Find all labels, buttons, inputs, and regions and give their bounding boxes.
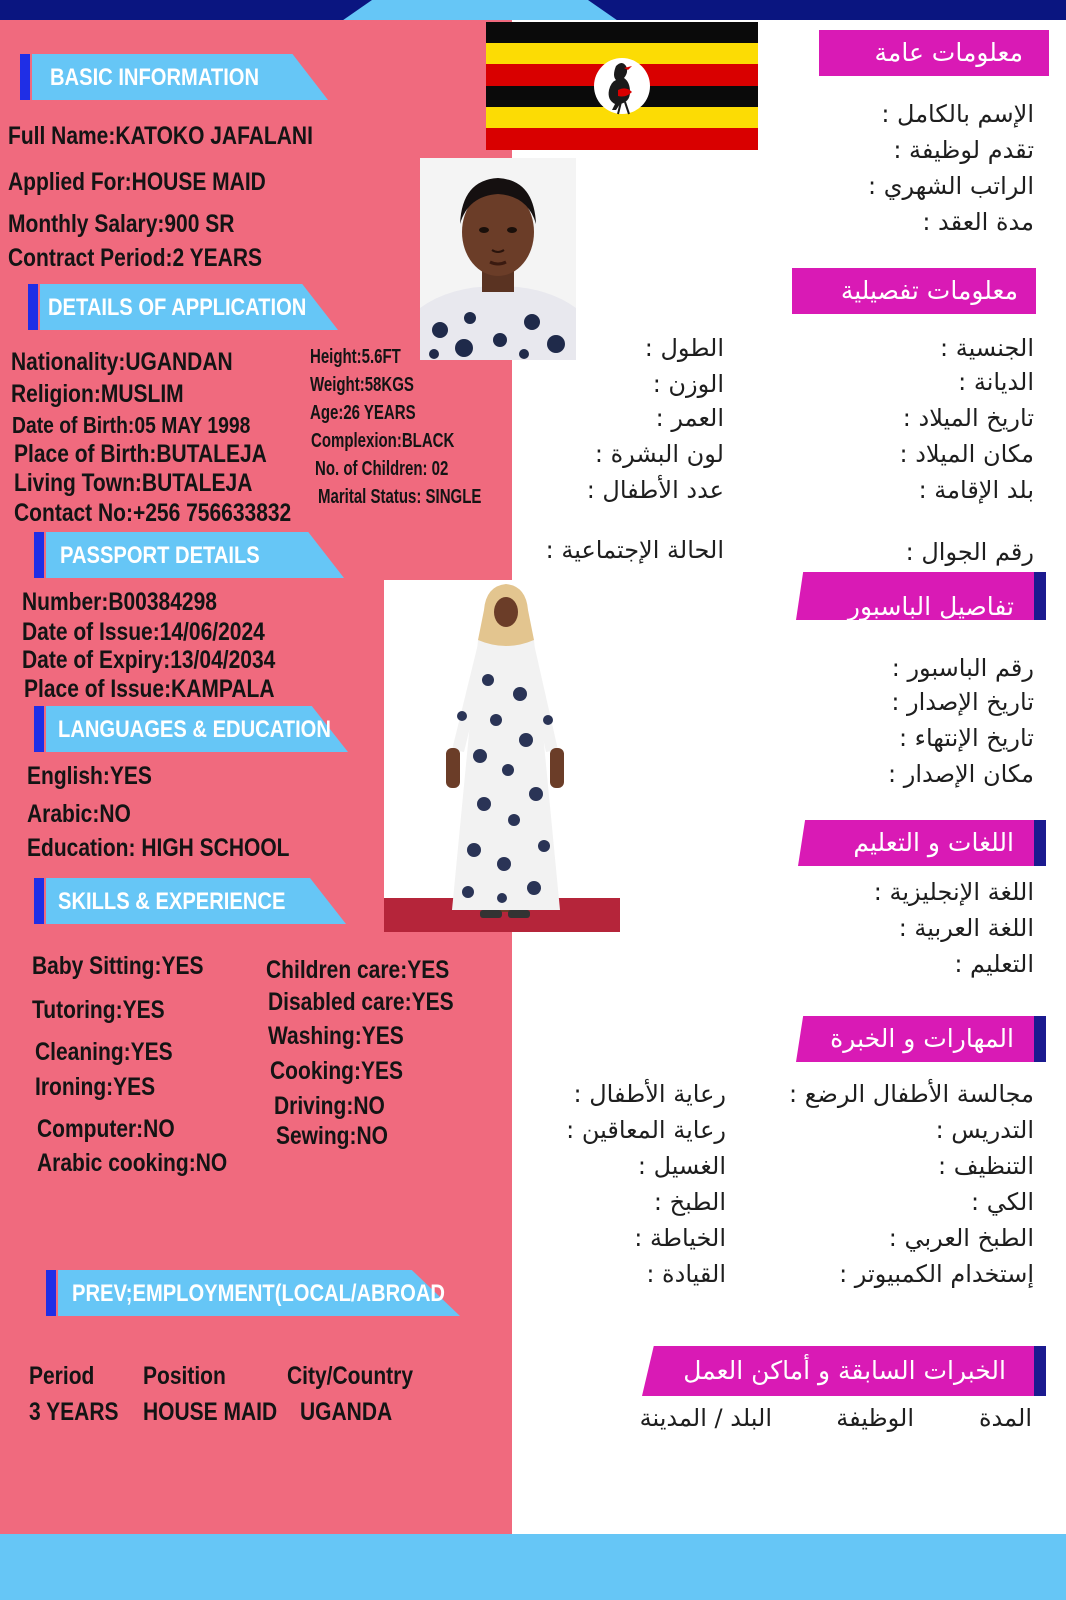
ar-experience-banner [642,1346,1046,1396]
ar-driving: القيادة : [646,1260,726,1288]
skill-sewing: Sewing:NO [276,1122,389,1150]
ar-english: اللغة الإنجليزية : [873,878,1034,906]
ar-place-of-issue: مكان الإصدار : [888,760,1034,788]
employment-header-position: Position [143,1362,226,1390]
ar-computer: إستخدام الكمبيوتر : [839,1260,1034,1288]
ar-passport-banner [796,572,1046,620]
ar-date-of-expiry: تاريخ الإنتهاء : [898,724,1034,752]
ar-header-period: المدة [978,1404,1032,1432]
skills-title: SKILLS & EXPERIENCE [58,888,286,915]
no-of-children: No. of Children: 02 [315,458,449,480]
skills-banner [34,878,346,924]
ar-languages-banner [798,820,1046,866]
english-level: English:YES [27,762,152,790]
basic-info-title: BASIC INFORMATION [50,64,260,91]
skill-ironing: Ironing:YES [35,1073,156,1101]
uganda-flag [486,22,758,150]
arabic-level: Arabic:NO [27,800,131,828]
ar-nationality: الجنسية : [940,334,1034,362]
nationality: Nationality:UGANDAN [11,348,233,376]
ar-washing: الغسيل : [637,1152,726,1180]
skill-children-care: Children care:YES [266,956,450,984]
ar-marital: الحالة الإجتماعية : [545,536,724,564]
details-title: DETAILS OF APPLICATION [48,294,307,321]
ar-date-of-issue: تاريخ الإصدار : [891,688,1034,716]
date-of-issue: Date of Issue:14/06/2024 [22,618,265,646]
age: Age:26 YEARS [310,402,416,424]
ar-dob: تاريخ الميلاد : [902,404,1034,432]
ar-contract: مدة العقد : [922,208,1034,236]
ar-arabic-cooking: الطبخ العربي : [888,1224,1034,1252]
skill-cooking: Cooking:YES [270,1057,404,1085]
languages-banner [34,706,348,752]
ar-pob: مكان الميلاد : [899,440,1034,468]
ar-sewing: الخياطة : [634,1224,726,1252]
ar-arabic: اللغة العربية : [898,914,1034,942]
date-of-birth: Date of Birth:05 MAY 1998 [12,412,251,438]
marital-status: Marital Status: SINGLE [318,486,482,508]
ar-salary: الراتب الشهري : [868,172,1034,200]
ar-ironing: الكي : [971,1188,1034,1216]
monthly-salary: Monthly Salary:900 SR [8,210,235,238]
employment-position: HOUSE MAID [143,1398,278,1426]
weight: Weight:58KGS [310,374,414,396]
passport-number: Number:B00384298 [22,588,217,616]
ar-religion: الديانة : [958,368,1034,396]
ar-education: التعليم : [954,950,1034,978]
basic-info-banner [20,54,328,100]
skill-baby-sitting: Baby Sitting:YES [32,952,204,980]
employment-title: PREV;EMPLOYMENT(LOCAL/ABROAD [72,1280,445,1307]
languages-title: LANGUAGES & EDUCATION [58,716,331,743]
ar-residence: بلد الإقامة : [918,476,1034,504]
ar-height: الطول : [644,334,724,362]
ar-baby-sitting: مجالسة الأطفال الرضع : [789,1080,1034,1108]
skill-computer: Computer:NO [37,1115,175,1143]
contract-period: Contract Period:2 YEARS [8,244,263,272]
ar-weight: الوزن : [652,370,724,398]
ar-children-care: رعاية الأطفال : [573,1080,726,1108]
ar-tutoring: التدريس : [935,1116,1034,1144]
ar-cooking: الطبخ : [653,1188,726,1216]
skill-cleaning: Cleaning:YES [35,1038,173,1066]
complexion: Complexion:BLACK [311,430,455,452]
ar-mobile: رقم الجوال : [905,538,1034,566]
passport-banner [34,532,344,578]
ar-passport-title: تفاصيل الباسبور [847,592,1014,620]
employment-period: 3 YEARS [29,1398,119,1426]
bottom-bar [0,1534,1066,1600]
ar-cleaning: التنظيف : [938,1152,1034,1180]
ar-children: عدد الأطفال : [586,476,724,504]
passport-title: PASSPORT DETAILS [60,542,260,569]
skill-washing: Washing:YES [268,1022,404,1050]
ar-skills-title: المهارات و الخبرة [830,1024,1014,1053]
skill-driving: Driving:NO [274,1092,385,1120]
full-body-photo [384,580,620,932]
ar-complexion: لون البشرة : [594,440,724,468]
employment-header-period: Period [29,1362,95,1390]
contact-no: Contact No:+256 756633832 [14,499,292,527]
employment-header-city: City/Country [287,1362,413,1390]
skill-tutoring: Tutoring:YES [32,996,165,1024]
employment-banner [46,1270,460,1316]
religion: Religion:MUSLIM [11,380,184,408]
ar-disabled-care: رعاية المعاقين : [566,1116,726,1144]
living-town: Living Town:BUTALEJA [14,469,253,497]
skill-disabled-care: Disabled care:YES [268,988,454,1016]
ar-full-name: الإسم بالكامل : [881,100,1034,128]
full-name: Full Name:KATOKO JAFALANI [8,122,313,150]
portrait-photo [420,158,576,360]
details-banner [28,284,338,330]
ar-languages-title: اللغات و التعليم [853,828,1014,857]
ar-detailed-banner [792,268,1036,314]
ar-general-title: معلومات عامة [874,38,1023,67]
place-of-birth: Place of Birth:BUTALEJA [14,440,267,468]
ar-header-position: الوظيفة [836,1404,914,1432]
skill-arabic-cooking: Arabic cooking:NO [37,1149,228,1177]
education: Education: HIGH SCHOOL [27,834,290,862]
ar-general-banner [819,30,1049,76]
ar-header-city: البلد / المدينة [639,1404,772,1432]
ar-applied-for: تقدم لوظيفة : [893,136,1034,164]
ar-skills-banner [796,1016,1046,1062]
ar-experience-title: الخبرات السابقة و أماكن العمل [683,1356,1006,1385]
employment-city: UGANDA [300,1398,393,1426]
ar-detailed-title: معلومات تفصيلية [840,276,1018,305]
ar-passport-number: رقم الباسبور : [891,654,1034,682]
place-of-issue: Place of Issue:KAMPALA [24,675,275,703]
applied-for: Applied For:HOUSE MAID [8,168,266,196]
ar-age: العمر : [655,404,724,432]
date-of-expiry: Date of Expiry:13/04/2034 [22,646,276,674]
height: Height:5.6FT [310,346,401,368]
